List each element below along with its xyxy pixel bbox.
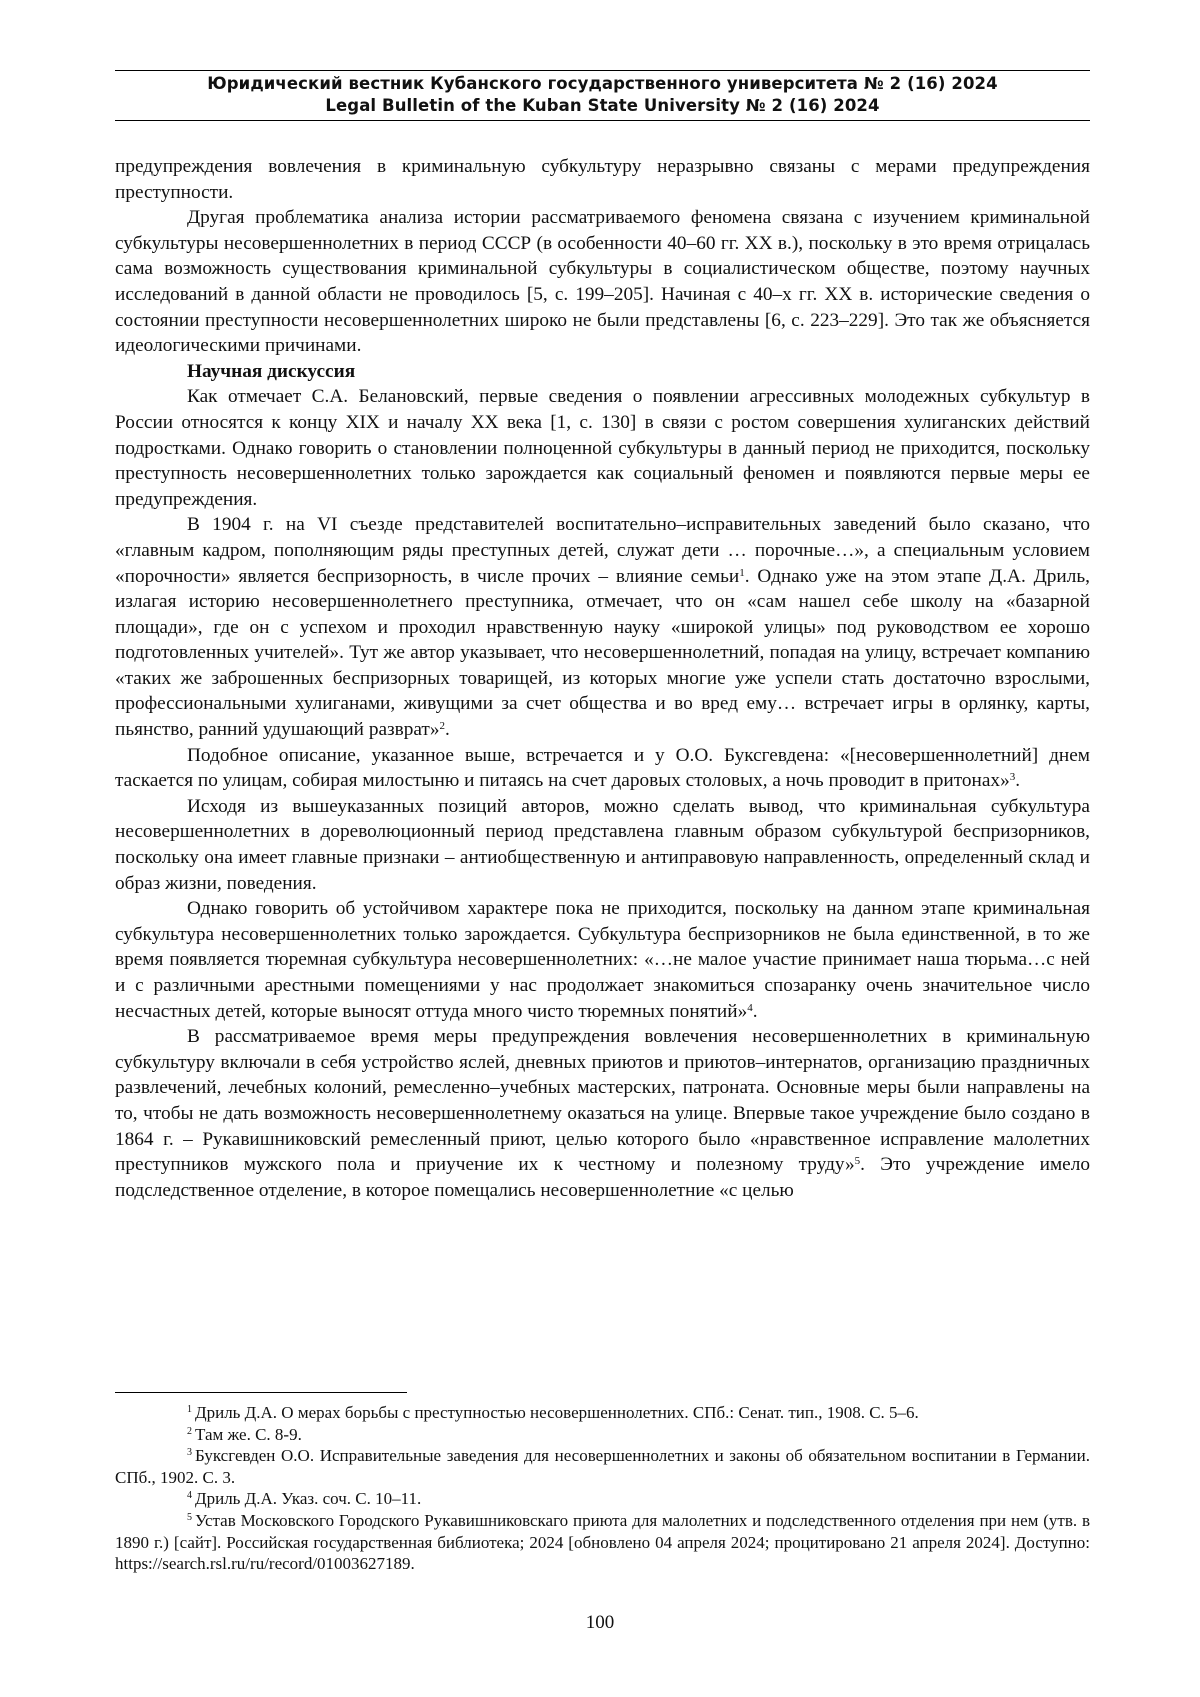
- footnote-ref-3[interactable]: 3: [1009, 771, 1016, 784]
- footnote-ref-2[interactable]: 2: [439, 720, 446, 733]
- paragraph-7-text-b: .: [752, 1000, 758, 1022]
- footnote: [115, 1510, 1090, 1575]
- footnote: [115, 1488, 1090, 1510]
- paragraph-1: предупреждения вовлечения в криминальную субкультуру неразрывно связаны с мерами предупреждения преступности.: [115, 156, 1090, 203]
- paragraph-8: [115, 1024, 1090, 1203]
- journal-title-en: Legal Bulletin of the Kuban State University № 2 (16) 2024: [325, 96, 880, 115]
- paragraph-8-text-a: В рассматриваемое время меры предупреждения вовлечения несовершеннолетних в криминальную субкультуру включали в себя устройство яслей, дневных приютов и приютов–интернатов, организацию праздничных развлечений, лечебных колоний, ремесленно–учебных мастерских, патроната. Основные меры были направлены на то, чтобы не дать возможность несовершеннолетнему оказаться на улице. Впервые такое учреждение было создано в 1864 г. – Рукавишниковский ремесленный приют, целью которого было «нравственное исправление малолетних преступников мужского пола и приучение их к честному и полезному труду»: [115, 1026, 1090, 1176]
- footnote-number: 1: [187, 1404, 192, 1415]
- paragraph-4-text-a: В 1904 г. на VI съезде представителей воспитательно–исправительных заведений было сказано, что «главным кадром, пополняющим ряды преступных детей, служат дети … порочные…», а специальным условием «порочности» является беспризорность, в числе прочих – влияние семьи: [115, 514, 1090, 587]
- journal-header: [115, 70, 1090, 121]
- footnotes: [115, 1402, 1090, 1575]
- footnote-number: 3: [187, 1447, 192, 1459]
- footnote-text: Дриль Д.А. О мерах борьбы с преступностью несовершеннолетних. СПб.: Сенат. тип., 1908. С. 5–6.: [195, 1403, 919, 1422]
- footnote-text: Дриль Д.А. Указ. соч. С. 10–11.: [195, 1489, 422, 1509]
- paragraph-4-text-b: . Однако уже на этом этапе Д.А. Дриль, излагая историю несовершеннолетнего преступника, отмечает, что он «сам нашел себе школу на «базарной площади», где он с успехом и проходил нравственную науку «широкой улицы» под руководством ее хорошо подготовленных учителей». Тут же автор указывает, что несовершеннолетний, попадая на улицу, встречает компанию «таких же заброшенных беспризорных товарищей, из которых многие уже успели стать достаточно взрослыми, профессиональными хулиганами, живущими за счет общества и во вред ему… встречает игры в орлянку, карты, пьянство, ранний удушающий разврат»: [115, 565, 1090, 741]
- page-number: 100: [585, 1612, 615, 1633]
- paragraph-5-text-b: .: [1015, 770, 1021, 792]
- paragraph-5-text-a: Подобное описание, указанное выше, встречается и у О.О. Буксгевдена: «[несовершеннолетний] днем таскается по улицам, собирая милостыню и питаясь на счет даровых столовых, а ночь проводит в притонах»: [115, 744, 1090, 792]
- footnote-number: 5: [187, 1511, 192, 1523]
- footnote-number: 2: [187, 1425, 192, 1437]
- paragraph-6: Исходя из вышеуказанных позиций авторов, можно сделать вывод, что криминальная субкультура несовершеннолетних в дореволюционный период представлена главным образом субкультурой беспризорников, поскольку она имеет главные признаки – антиобщественную и антиправовую направленность, определенный склад и образ жизни, поведения.: [115, 795, 1090, 894]
- paragraph-2: Другая проблематика анализа истории рассматриваемого феномена связана с изучением криминальной субкультуры несовершеннолетних в период СССР (в особенности 40–60 гг. XX в.), поскольку в это время отрицалась сама возможность существования криминальной субкультуры в социалистическом обществе, поэтому научных исследований в данной области не проводилось [5, с. 199–205]. Начиная с 40–х гг. XX в. исторические сведения о состоянии преступности несовершеннолетних широко не были представлены [6, с. 223–229]. Это так же объясняется идеологическими причинами.: [115, 207, 1090, 357]
- article-body: [115, 154, 1090, 1203]
- journal-title-ru: Юридический вестник Кубанского государственного университета № 2 (16) 2024: [207, 74, 998, 93]
- paragraph-8-text-b: . Это учреждение имело подследственное отделение, в которое помещались несовершеннолетние «с целью: [115, 1154, 1090, 1201]
- footnote-text: Буксгевден О.О. Исправительные заведения для несовершеннолетних и законы об обязательном воспитании в Германии. СПб., 1902. С. 3.: [115, 1446, 1090, 1487]
- footnote-number: 4: [187, 1490, 192, 1502]
- section-heading: Научная дискуссия: [187, 360, 356, 382]
- paragraph-7: [115, 896, 1090, 1024]
- footnote-ref-5[interactable]: 5: [854, 1155, 861, 1168]
- paragraph-4-text-c: .: [445, 719, 450, 741]
- footnote: [115, 1445, 1090, 1488]
- paragraph-5: [115, 743, 1090, 794]
- footnote-text: Там же. С. 8-9.: [195, 1424, 302, 1444]
- paragraph-7-text-a: Однако говорить об устойчивом характере пока не приходится, поскольку на данном этапе криминальная субкультура несовершеннолетних только зарождается. Субкультура беспризорников не была единственной, в то же время появляется тюремная субкультура несовершеннолетних: «…не малое участие принимает наша тюрьма…с ней и с различными арестными помещениями у нас продолжает знакомиться спозаранку очень значительное число несчастных детей, которые выносят оттуда много чисто тюремных понятий»: [115, 898, 1090, 1022]
- paragraph-4: [115, 512, 1090, 742]
- footnote-ref-1[interactable]: 1: [739, 566, 745, 579]
- paragraph-3: Как отмечает С.А. Белановский, первые сведения о появлении агрессивных молодежных субкультур в России относятся к концу XIX и началу XX века [1, с. 130] в связи с ростом совершения хулиганских действий подростками. Однако говорить о становлении полноценной субкультуры в данный период не приходится, поскольку преступность несовершеннолетних только зарождается как социальный феномен и появляются первые меры ее предупреждения.: [115, 386, 1090, 510]
- footnote-text: Устав Московского Городского Рукавишниковскаго приюта для малолетних и подследственного отделения при нем (утв. в 1890 г.) [сайт]. Российская государственная библиотека; 2024 [обновлено 04 апреля 2024; процитировано 21 апреля 2024]. Доступно: https://search.rsl.ru/ru/record/01003627189.: [115, 1510, 1090, 1574]
- footnote: [115, 1402, 1090, 1424]
- footnote-separator: [115, 1392, 407, 1393]
- footnote-ref-4[interactable]: 4: [747, 1001, 753, 1014]
- footnote: [115, 1424, 1090, 1446]
